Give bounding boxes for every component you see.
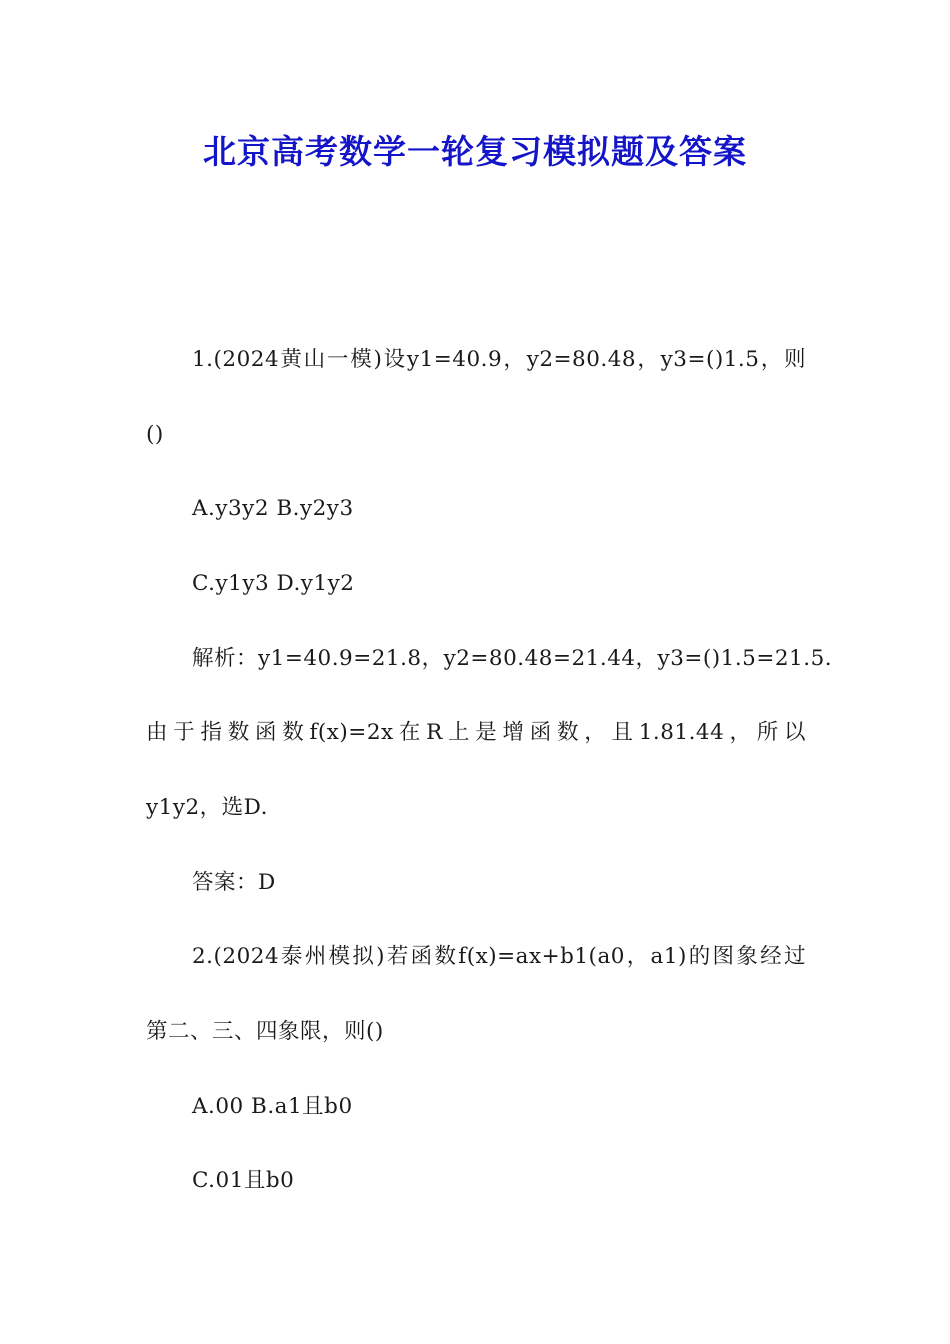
question-1-analysis-end: y1y2，选D. — [146, 795, 268, 820]
question-2-options-ab: A.00 B.a1且b0 — [192, 1094, 353, 1119]
question-2-stem: 2.(2024泰州模拟)若函数f(x)=ax+b1(a0，a1)的图象经过 — [192, 944, 806, 969]
question-1-analysis-continued: 由于指数函数f(x)=2x在R上是增函数，且1.81.44，所以 — [146, 720, 806, 745]
question-2-option-c: C.01且b0 — [192, 1168, 295, 1193]
question-1-options-cd: C.y1y3 D.y1y2 — [192, 571, 355, 596]
document-title: 北京高考数学一轮复习模拟题及答案 — [203, 132, 747, 171]
question-1-options-ab: A.y3y2 B.y2y3 — [192, 496, 354, 521]
question-2-stem-continued: 第二、三、四象限，则() — [146, 1019, 384, 1044]
question-1-stem: 1.(2024黄山一模)设y1=40.9，y2=80.48，y3=()1.5，则 — [192, 347, 806, 372]
question-1-analysis: 解析：y1=40.9=21.8，y2=80.48=21.44，y3=()1.5=21.5. — [192, 646, 833, 671]
question-1-stem-continued: () — [146, 422, 164, 447]
question-1-answer: 答案：D — [192, 870, 276, 895]
